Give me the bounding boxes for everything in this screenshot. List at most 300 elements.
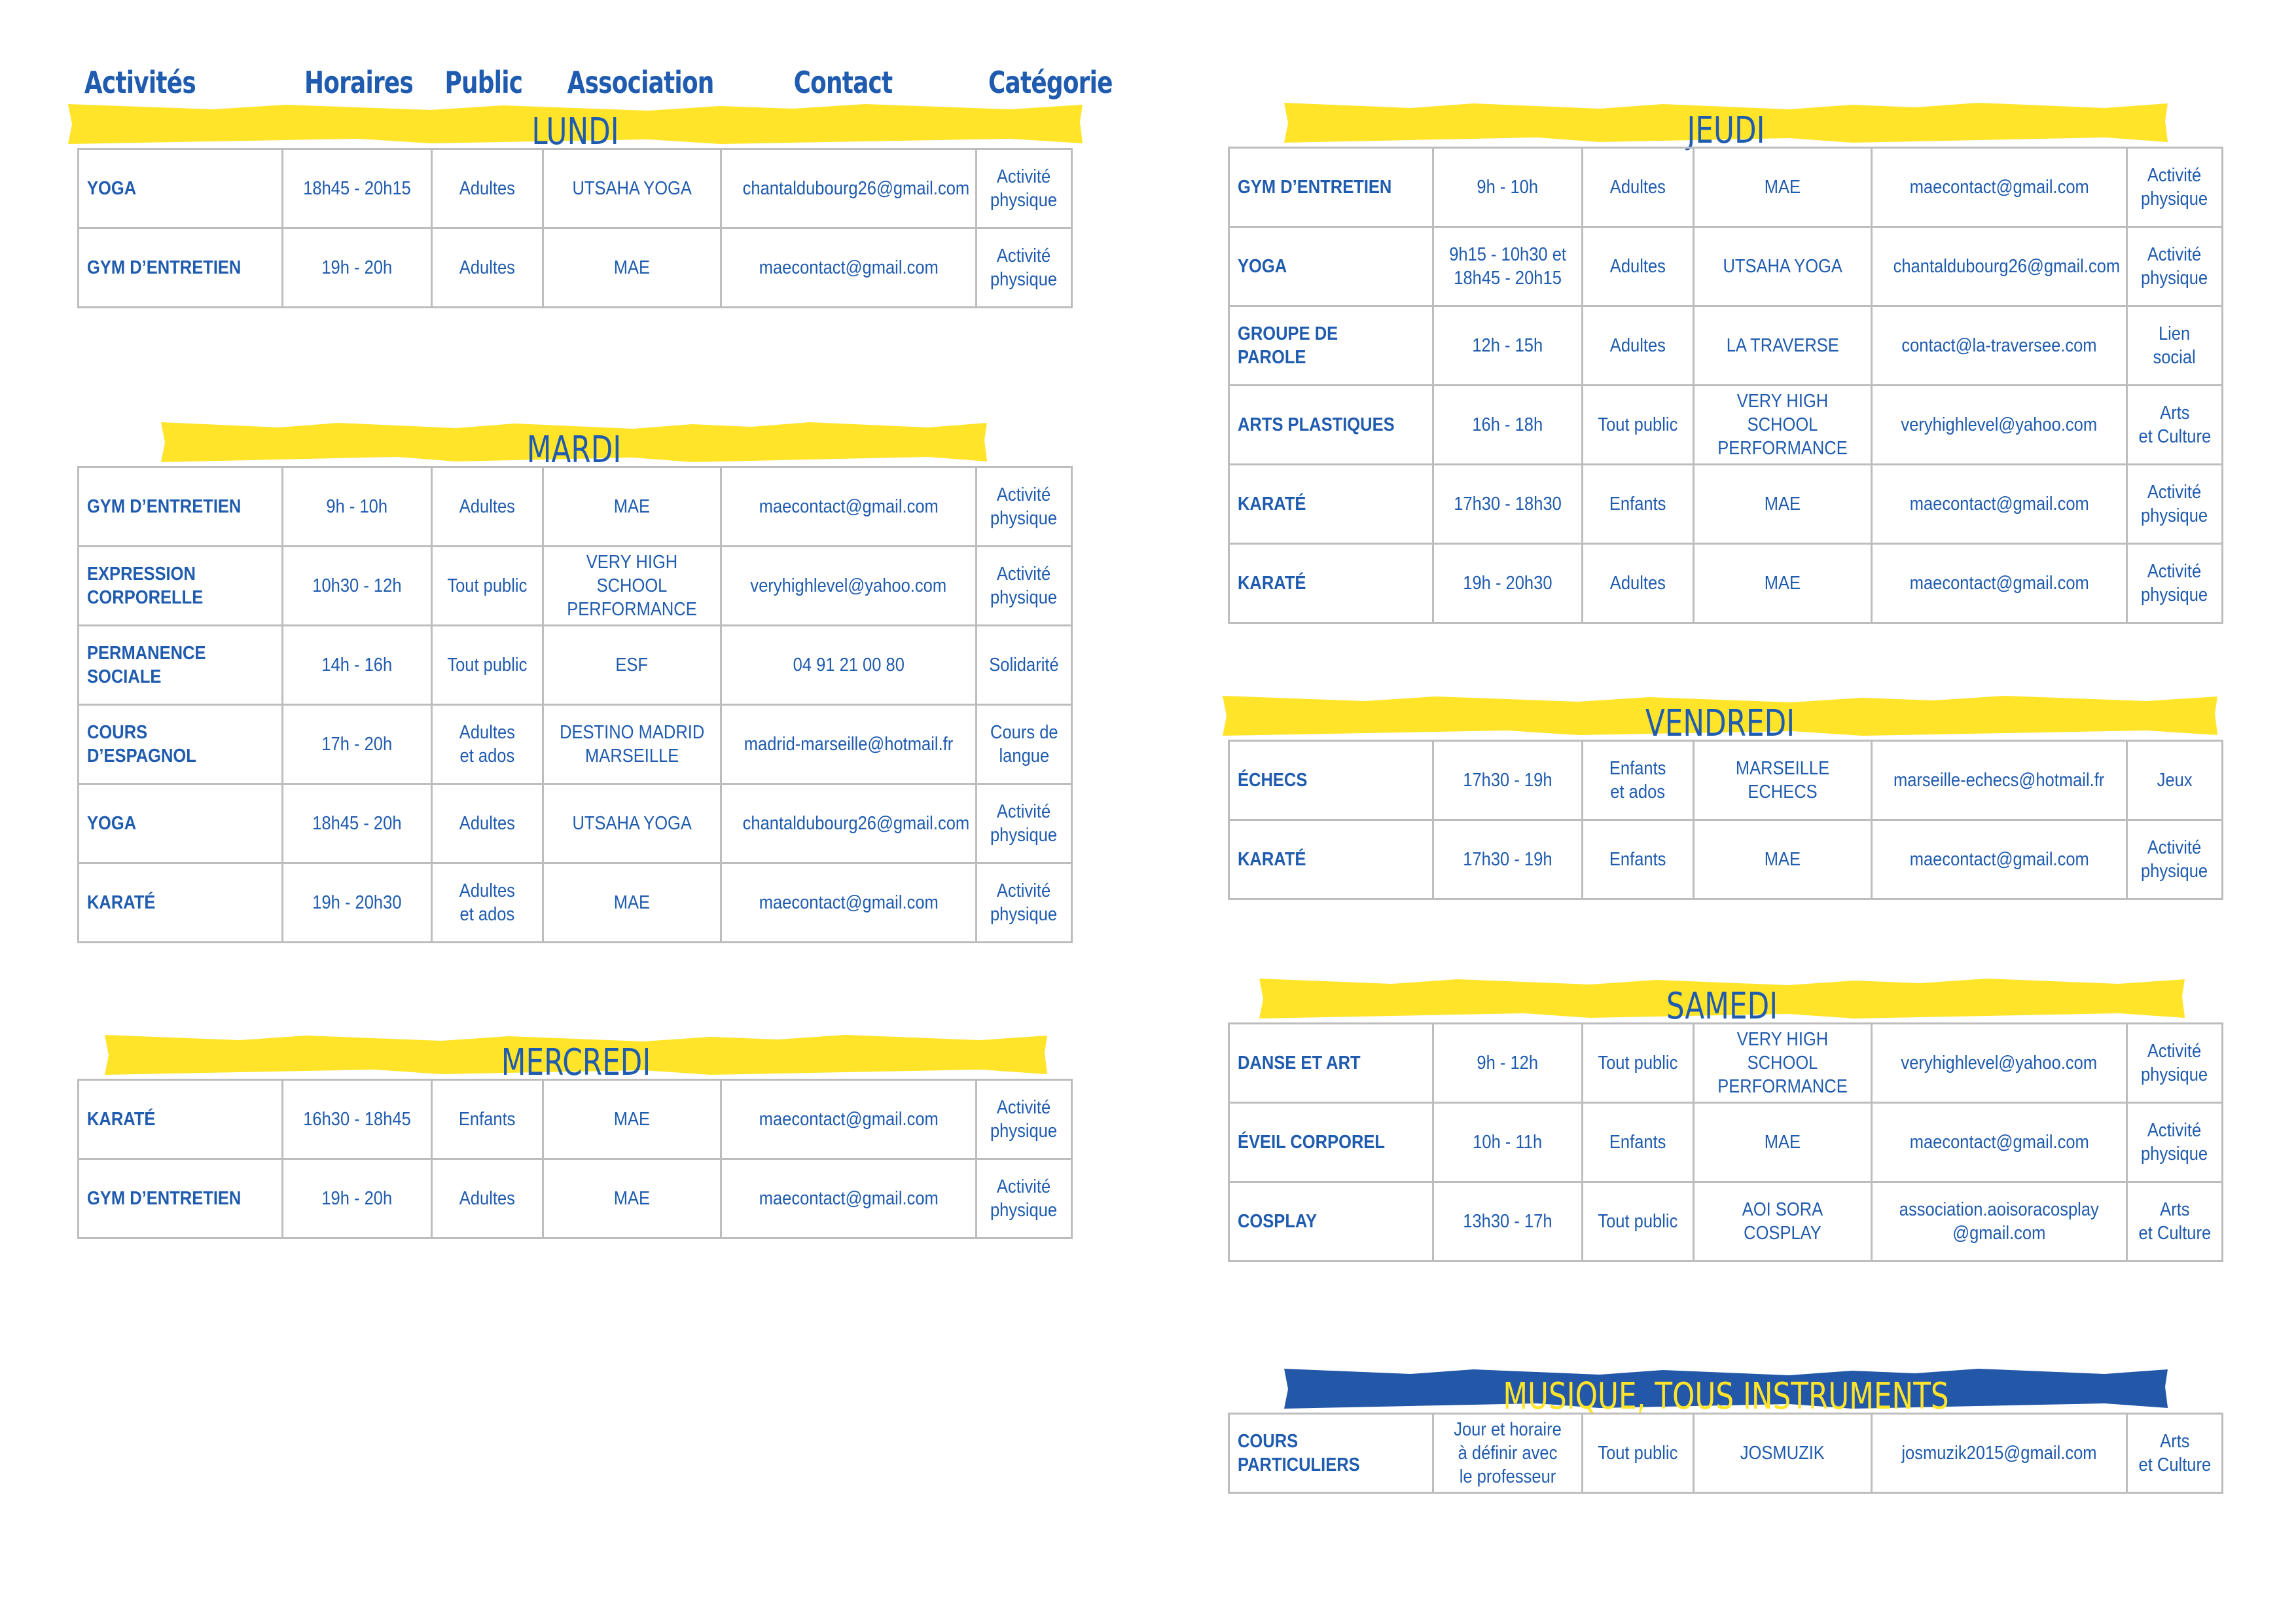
audience-text: Adultes [459,496,516,517]
schedule-table-lundi [77,148,1073,308]
contact-cell [721,149,977,228]
association-text: MAE [613,1188,651,1209]
audience-cell [432,626,543,705]
category-cell [2127,741,2223,820]
audience-text: Adultes et ados [459,880,516,925]
contact-text: marseille-echecs@hotmail.fr [1893,770,2105,791]
schedule-text: Jour et horaire à définir avec le professeur [1454,1419,1562,1487]
association-cell [1694,544,1872,623]
header-contact: Contact [793,65,893,100]
audience-text: Adultes [1609,573,1666,594]
activity-cell [1229,1182,1433,1261]
day-title: MERCREDI [501,1041,651,1084]
association-cell [543,228,721,308]
contact-cell [1872,1414,2127,1493]
schedule-text: 12h - 15h [1472,335,1543,356]
schedule-text: 18h45 - 20h15 [303,178,411,199]
association-text: VERY HIGH SCHOOL PERFORMANCE [1717,1029,1848,1097]
category-text: Arts et Culture [2138,1431,2211,1475]
category-text: Activité physique [990,166,1058,211]
schedule-cell [1433,1024,1583,1103]
category-text: Activité physique [2141,561,2208,605]
day-title: LUNDI [531,111,619,153]
contact-text: maecontact@gmail.com [759,496,939,517]
contact-cell [1872,1103,2127,1182]
contact-cell [721,547,977,626]
table-row [1229,306,2223,386]
activity-text: KARATÉ [1238,494,1306,514]
table-row [1229,227,2223,306]
audience-text: Tout public [1598,1443,1678,1464]
table-row [1229,820,2223,899]
audience-text: Adultes [459,1188,516,1209]
activity-text: COURS D’ESPAGNOL [87,722,196,767]
schedule-table-musique [1228,1413,2223,1494]
association-cell [1694,306,1872,386]
association-text: MAE [1764,177,1801,198]
contact-text: association.aoisoracosplay @gmail.com [1899,1199,2100,1244]
schedule-cell [1433,741,1583,820]
audience-cell [432,547,543,626]
header-categorie: Catégorie [988,65,1113,100]
activity-cell [1229,1024,1433,1103]
contact-text: maecontact@gmail.com [1909,1132,2089,1153]
table-row [1229,1414,2223,1493]
schedule-cell [1433,148,1583,227]
activity-text: DANSE ET ART [1238,1053,1361,1074]
audience-text: Adultes et ados [459,722,516,767]
schedule-cell [1433,1414,1583,1493]
association-cell [1694,741,1872,820]
audience-cell [1583,465,1694,544]
contact-text: contact@la-traversee.com [1901,335,2097,356]
day-banner-jeudi [1284,96,2168,152]
contact-text: maecontact@gmail.com [759,257,939,278]
schedule-cell [1433,544,1583,623]
category-cell [2127,820,2223,899]
schedule-text: 17h30 - 19h [1463,849,1552,870]
category-text: Activité physique [990,1097,1058,1142]
audience-cell [1583,741,1694,820]
association-cell [1694,227,1872,306]
association-text: MAE [1764,573,1801,594]
schedule-cell [283,1159,432,1238]
contact-cell [1872,1024,2127,1103]
activity-cell [1229,465,1433,544]
contact-text: veryhighlevel@yahoo.com [1901,1053,2098,1074]
schedule-cell [1433,465,1583,544]
category-text: Activité physique [2141,837,2208,882]
category-cell [977,626,1072,705]
table-row [1229,465,2223,544]
audience-text: Enfants [1609,494,1666,514]
audience-text: Tout public [1598,1211,1678,1232]
contact-text: maecontact@gmail.com [759,1188,939,1209]
audience-cell [1583,820,1694,899]
association-cell [1694,386,1872,465]
audience-text: Adultes [1609,256,1666,277]
activity-cell [1229,1414,1433,1493]
audience-text: Adultes [459,813,516,834]
contact-text: 04 91 21 00 80 [793,655,905,676]
schedule-cell [1433,386,1583,465]
schedule-table-mardi [77,466,1073,943]
category-cell [977,467,1072,547]
association-cell [1694,820,1872,899]
category-text: Activité physique [2141,244,2208,289]
contact-cell [1872,148,2127,227]
audience-cell [1583,1103,1694,1182]
category-cell [2127,1024,2223,1103]
activity-text: ARTS PLASTIQUES [1238,414,1395,435]
category-text: Activité physique [990,484,1058,529]
activity-text: GYM D’ENTRETIEN [87,257,242,278]
category-cell [2127,1103,2223,1182]
contact-cell [1872,741,2127,820]
audience-cell [1583,1414,1694,1493]
category-text: Arts et Culture [2138,1199,2211,1244]
day-banner-vendredi [1223,689,2217,745]
category-text: Activité physique [990,564,1058,608]
association-cell [543,626,721,705]
category-text: Activité physique [990,801,1058,846]
day-banner-mardi [161,415,987,469]
association-text: UTSAHA YOGA [572,813,692,834]
activity-text: PERMANENCE SOCIALE [87,643,206,687]
category-cell [977,784,1072,863]
contact-cell [721,228,977,308]
schedule-text: 19h - 20h [321,1188,393,1209]
activity-cell [79,547,283,626]
schedule-text: 9h - 10h [1477,177,1539,198]
schedule-cell [283,149,432,228]
association-cell [543,705,721,784]
category-text: Solidarité [989,655,1059,676]
category-text: Activité physique [990,1176,1058,1221]
audience-cell [432,705,543,784]
contact-cell [721,626,977,705]
activity-text: GYM D’ENTRETIEN [1238,177,1392,198]
schedule-cell [283,784,432,863]
category-text: Jeux [2157,770,2193,791]
audience-cell [1583,386,1694,465]
association-cell [543,1159,721,1238]
table-row [79,863,1072,943]
table-row [79,149,1072,228]
contact-cell [1872,544,2127,623]
schedule-text: 16h - 18h [1472,414,1543,435]
association-text: MAE [1764,494,1801,514]
activity-text: KARATÉ [1238,849,1306,870]
association-text: MAE [1764,1132,1801,1153]
table-row [79,784,1072,863]
schedule-text: 17h30 - 19h [1463,770,1552,791]
schedule-cell [283,626,432,705]
schedule-text: 10h30 - 12h [312,575,402,596]
schedule-cell [283,1080,432,1159]
table-row [79,626,1072,705]
schedule-cell [283,863,432,943]
contact-cell [1872,386,2127,465]
category-cell [977,547,1072,626]
schedule-cell [283,228,432,308]
schedule-cell [1433,1103,1583,1182]
association-cell [1694,1103,1872,1182]
contact-text: veryhighlevel@yahoo.com [1901,414,2098,435]
activity-cell [79,626,283,705]
association-text: VERY HIGH SCHOOL PERFORMANCE [567,552,697,620]
schedule-text: 19h - 20h [321,257,393,278]
schedule-text: 10h - 11h [1473,1132,1543,1153]
audience-cell [432,863,543,943]
contact-text: maecontact@gmail.com [1909,494,2089,514]
category-cell [2127,1182,2223,1261]
audience-text: Tout public [447,655,528,676]
day-title: MUSIQUE, TOUS INSTRUMENTS [1503,1375,1949,1418]
table-row [1229,1103,2223,1182]
schedule-text: 14h - 16h [321,655,393,676]
association-text: MAE [613,257,651,278]
association-cell [1694,1414,1872,1493]
day-banner-lundi [68,97,1083,151]
activity-cell [79,1159,283,1238]
schedule-text: 9h - 12h [1477,1053,1539,1074]
association-text: UTSAHA YOGA [572,178,692,199]
audience-text: Tout public [447,575,528,596]
category-cell [2127,465,2223,544]
association-cell [543,1080,721,1159]
schedule-text: 16h30 - 18h45 [303,1109,411,1130]
header-horaires: Horaires [304,65,414,100]
category-cell [2127,148,2223,227]
contact-text: madrid-marseille@hotmail.fr [744,734,954,755]
table-row [1229,1182,2223,1261]
audience-text: Adultes [459,257,516,278]
category-cell [977,1080,1072,1159]
category-cell [2127,386,2223,465]
table-row [79,547,1072,626]
activity-cell [1229,741,1433,820]
activity-text: YOGA [1238,256,1287,277]
contact-cell [1872,465,2127,544]
category-text: Activité physique [990,880,1058,925]
table-row [79,467,1072,547]
day-title: VENDREDI [1645,702,1795,745]
category-cell [977,228,1072,308]
contact-cell [721,1159,977,1238]
schedule-text: 19h - 20h30 [312,892,402,913]
schedule-table-mercredi [77,1079,1073,1239]
activity-text: YOGA [87,178,137,199]
contact-cell [1872,820,2127,899]
activity-text: KARATÉ [1238,573,1306,594]
activity-text: KARATÉ [87,1109,156,1130]
activity-text: ÉVEIL CORPOREL [1238,1132,1386,1153]
association-text: MAE [613,892,651,913]
category-cell [2127,306,2223,386]
table-row [1229,386,2223,465]
contact-text: maecontact@gmail.com [1909,849,2089,870]
association-cell [543,547,721,626]
contact-text: chantaldubourg26@gmail.com [742,813,970,834]
activity-cell [79,149,283,228]
audience-text: Adultes [459,178,516,199]
audience-cell [1583,1024,1694,1103]
contact-text: maecontact@gmail.com [759,1109,939,1130]
contact-cell [721,467,977,547]
header-association: Association [567,65,714,100]
category-text: Activité physique [2141,1041,2208,1085]
category-cell [2127,544,2223,623]
table-row [1229,741,2223,820]
contact-text: maecontact@gmail.com [1909,573,2089,594]
audience-text: Tout public [1598,414,1678,435]
audience-text: Enfants [1609,849,1666,870]
day-title: MARDI [526,429,622,471]
schedule-text: 17h30 - 18h30 [1454,494,1562,514]
association-cell [543,149,721,228]
table-row [79,705,1072,784]
contact-text: chantaldubourg26@gmail.com [742,178,970,199]
contact-cell [721,705,977,784]
category-cell [977,705,1072,784]
audience-cell [1583,1182,1694,1261]
schedule-cell [283,547,432,626]
audience-cell [432,228,543,308]
activity-text: YOGA [87,813,137,834]
contact-text: veryhighlevel@yahoo.com [750,575,947,596]
audience-cell [1583,306,1694,386]
audience-cell [1583,544,1694,623]
category-text: Lien social [2153,323,2197,368]
contact-cell [1872,227,2127,306]
schedule-table-vendredi [1228,740,2223,900]
contact-text: chantaldubourg26@gmail.com [1893,256,2121,277]
activity-cell [79,467,283,547]
audience-text: Enfants et ados [1609,758,1666,803]
schedule-cell [1433,1182,1583,1261]
audience-cell [1583,227,1694,306]
activity-text: EXPRESSION CORPORELLE [87,564,204,608]
contact-cell [1872,1182,2127,1261]
association-text: DESTINO MADRID MARSEILLE [559,722,705,767]
activity-text: KARATÉ [87,892,156,913]
contact-cell [721,863,977,943]
category-cell [2127,227,2223,306]
association-text: VERY HIGH SCHOOL PERFORMANCE [1717,391,1848,459]
audience-cell [432,149,543,228]
association-text: MAE [613,1109,651,1130]
table-row [79,1159,1072,1238]
schedule-cell [283,467,432,547]
audience-cell [432,1159,543,1238]
contact-cell [721,784,977,863]
table-row [1229,544,2223,623]
category-cell [977,149,1072,228]
table-row [79,228,1072,308]
schedule-text: 13h30 - 17h [1463,1211,1552,1232]
table-row [1229,148,2223,227]
activity-cell [79,228,283,308]
activity-text: ÉCHECS [1238,770,1308,791]
contact-cell [1872,306,2127,386]
schedule-text: 19h - 20h30 [1463,573,1552,594]
activity-cell [1229,148,1433,227]
schedule-table-jeudi [1228,147,2223,624]
audience-cell [432,1080,543,1159]
activity-cell [1229,820,1433,899]
association-text: MAE [1764,849,1801,870]
day-banner-musique [1284,1362,2168,1418]
contact-text: maecontact@gmail.com [1909,177,2089,198]
category-text: Activité physique [2141,482,2208,526]
association-cell [1694,148,1872,227]
audience-cell [432,467,543,547]
association-cell [1694,1182,1872,1261]
audience-cell [432,784,543,863]
audience-text: Enfants [1609,1132,1666,1153]
contact-text: josmuzik2015@gmail.com [1901,1443,2097,1464]
category-text: Activité physique [2141,165,2208,209]
activity-cell [79,1080,283,1159]
association-text: MAE [613,496,651,517]
schedule-table-samedi [1228,1022,2223,1262]
schedule-text: 9h15 - 10h30 et 18h45 - 20h15 [1449,244,1566,289]
activity-cell [1229,386,1433,465]
day-banner-mercredi [105,1028,1047,1084]
schedule-text: 18h45 - 20h [312,813,402,834]
schedule-cell [1433,820,1583,899]
audience-text: Adultes [1609,177,1666,198]
day-title: JEUDI [1687,109,1765,152]
category-text: Arts et Culture [2138,403,2211,447]
activity-cell [1229,306,1433,386]
activity-cell [1229,1103,1433,1182]
table-row [79,1080,1072,1159]
activity-cell [79,863,283,943]
category-cell [977,863,1072,943]
category-text: Activité physique [2141,1120,2208,1164]
day-title: SAMEDI [1666,985,1778,1028]
association-text: ESF [615,655,649,676]
header-public: Public [444,65,523,100]
header-activites: Activités [84,65,196,100]
audience-cell [1583,148,1694,227]
category-cell [2127,1414,2223,1493]
activity-cell [79,784,283,863]
activity-text: GYM D’ENTRETIEN [87,1188,242,1209]
schedule-cell [1433,306,1583,386]
activity-cell [1229,227,1433,306]
association-cell [543,863,721,943]
audience-text: Enfants [459,1109,516,1130]
activity-text: GYM D’ENTRETIEN [87,496,242,517]
activity-cell [79,705,283,784]
audience-text: Tout public [1598,1053,1678,1074]
audience-text: Adultes [1609,335,1666,356]
schedule-cell [283,705,432,784]
schedule-cell [1433,227,1583,306]
association-text: JOSMUZIK [1740,1443,1825,1464]
activity-text: COURS PARTICULIERS [1238,1431,1360,1475]
association-text: MARSEILLE ECHECS [1735,758,1830,803]
activity-text: GROUPE DE PAROLE [1238,323,1338,368]
contact-text: maecontact@gmail.com [759,892,939,913]
association-text: AOI SORA COSPLAY [1742,1199,1823,1244]
category-cell [977,1159,1072,1238]
contact-cell [721,1080,977,1159]
association-text: UTSAHA YOGA [1723,256,1842,277]
